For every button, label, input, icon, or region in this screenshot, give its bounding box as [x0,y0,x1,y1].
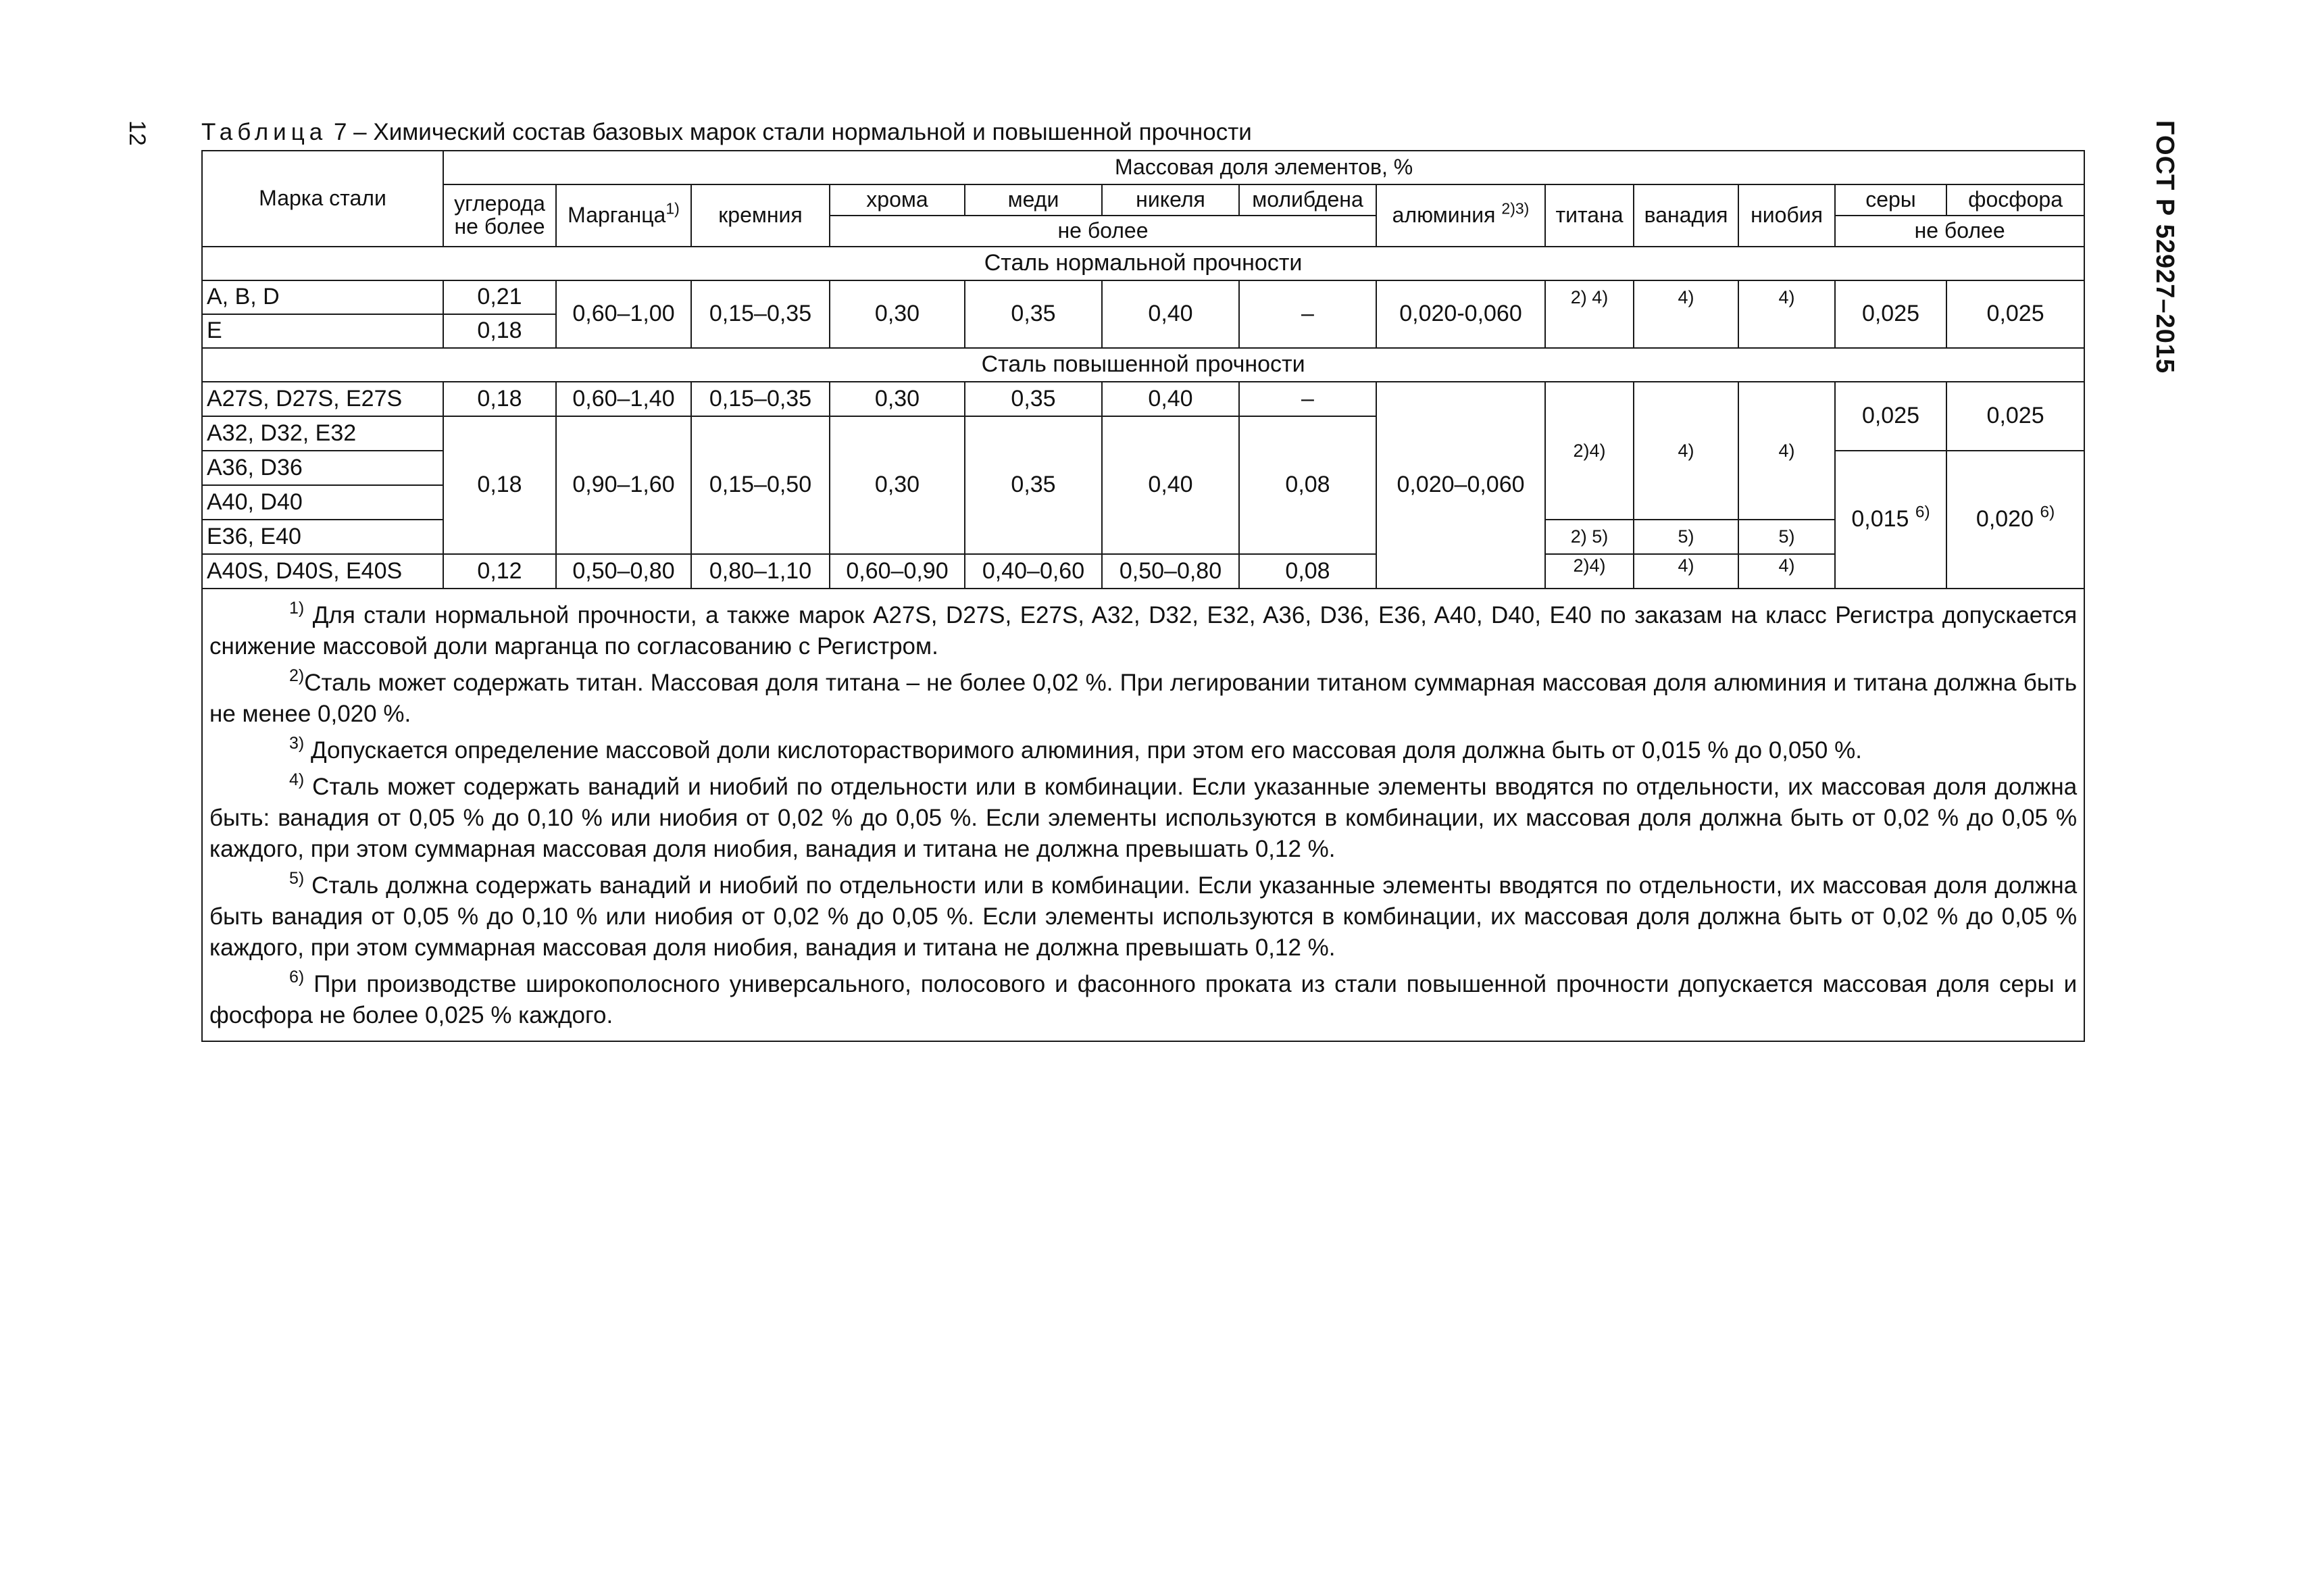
footnote-mark: 4) [289,770,305,789]
table-caption [201,119,1252,146]
carbon-cell: 0,18 [443,314,556,348]
header-nickel: никеля [1102,184,1239,216]
manganese-cell: 0,50–0,80 [556,554,691,589]
header-niobium: ниобия [1738,184,1835,247]
header-not-more: не более [1835,216,2084,247]
footnote-text: Допускается определение массовой доли кислоторастворимого алюминия, при этом его массовая доля должна быть от 0,015 % до 0,050 %. [304,737,1862,764]
molybdenum-cell: 0,08 [1239,554,1376,589]
caption-text: 7 – Химический состав базовых марок стали нормальной и повышенной прочности [333,119,1252,145]
manganese-cell: 0,90–1,60 [556,416,691,554]
niobium-cell: 5) [1738,520,1835,554]
sulfur-cell [1835,451,1946,589]
footnote-ref: 2)3) [1501,199,1530,218]
footnote [209,668,2077,730]
carbon-cell: 0,12 [443,554,556,589]
manganese-label: Марганца [568,203,666,228]
header-chromium: хрома [830,184,965,216]
titanium-cell: 2) 4) [1545,280,1634,348]
section-row [202,247,2084,280]
footnote-mark: 2) [289,666,305,685]
table-row [202,382,2084,416]
footnote-ref: 6) [1915,503,1930,522]
silicon-cell: 0,80–1,10 [691,554,830,589]
table-row [202,280,2084,314]
silicon-cell: 0,15–0,35 [691,280,830,348]
chemical-composition-table [201,150,2085,1042]
header-molybdenum: молибдена [1239,184,1376,216]
footnote [209,735,2077,766]
niobium-cell: 4) [1738,554,1835,589]
carbon-cell: 0,18 [443,382,556,416]
table-row [202,554,2084,589]
chromium-cell: 0,30 [830,416,965,554]
titanium-cell: 2)4) [1545,554,1634,589]
header-not-more: не более [830,216,1376,247]
header-mass-fraction: Массовая доля элементов, % [443,151,2084,184]
footnote [209,870,2077,964]
chromium-cell: 0,30 [830,280,965,348]
grade-cell: A32, D32, E32 [202,416,443,451]
grade-cell: A40, D40 [202,485,443,520]
grade-cell: E [202,314,443,348]
header-row [202,184,2084,216]
footnote [209,772,2077,865]
footnote-mark: 3) [289,734,305,753]
sulfur-cell: 0,025 [1835,382,1946,451]
silicon-cell: 0,15–0,50 [691,416,830,554]
header-manganese [556,184,691,247]
carbon-cell: 0,18 [443,416,556,554]
footnote-text: При производстве широкополосного универсального, полосового и фасонного проката из стали повышенной прочности допускается массовая доля серы и фосфора не более 0,025 % каждого. [209,971,2078,1028]
footnote-text: Сталь может содержать ванадий и ниобий по отдельности или в комбинации. Если указанные элементы вводятся по отдельности, их массовая доля должна быть: ванадия от 0,05 % до 0,10 % или ниобия от 0,02 % до 0,05 %. Если элементы используются в комбинации, их массовая доля должна быть от 0,02 % до 0,05 % каждого, при этом суммарная массовая доля ниобия, ванадия и титана не должна превышать 0,12 %. [209,774,2078,862]
copper-cell: 0,35 [965,382,1102,416]
notes-row [202,589,2084,1041]
chromium-cell: 0,30 [830,382,965,416]
niobium-cell: 4) [1738,382,1835,520]
molybdenum-cell: – [1239,382,1376,416]
table-notes [202,589,2084,1041]
aluminium-cell: 0,020-0,060 [1376,280,1545,348]
footnote-text: Сталь может содержать титан. Массовая доля титана – не более 0,02 %. При легировании титаном суммарная массовая доля алюминия и титана должна быть не менее 0,020 %. [209,670,2078,727]
footnote-text: Для стали нормальной прочности, а также марок A27S, D27S, E27S, A32, D32, E32, A36, D36, E36, A40, D40, E40 по заказам на класс Регистра допускается снижение массовой доли марганца по согласованию с Регистром. [209,602,2078,659]
nickel-cell: 0,40 [1102,382,1239,416]
header-vanadium: ванадия [1634,184,1738,247]
section-normal-strength: Сталь нормальной прочности [202,247,2084,280]
phosphorus-cell [1946,451,2084,589]
nickel-cell: 0,40 [1102,416,1239,554]
section-high-strength: Сталь повышенной прочности [202,348,2084,382]
footnote [209,600,2077,662]
phosphorus-cell: 0,025 [1946,280,2084,348]
silicon-cell: 0,15–0,35 [691,382,830,416]
chromium-cell: 0,60–0,90 [830,554,965,589]
niobium-cell: 4) [1738,280,1835,348]
header-titanium: титана [1545,184,1634,247]
titanium-cell: 2)4) [1545,382,1634,520]
footnote-mark: 1) [289,599,305,618]
page-number: 12 [124,120,150,146]
sulfur-cell: 0,025 [1835,280,1946,348]
grade-cell: A27S, D27S, E27S [202,382,443,416]
manganese-cell: 0,60–1,40 [556,382,691,416]
header-aluminium [1376,184,1545,247]
aluminium-label: алюминия [1392,203,1496,228]
copper-cell: 0,35 [965,416,1102,554]
grade-cell: E36, E40 [202,520,443,554]
header-carbon-line-1: углерода [454,191,545,216]
vanadium-cell: 4) [1634,280,1738,348]
footnote-ref: 1) [665,199,680,218]
footnote-text: Сталь должна содержать ванадий и ниобий по отдельности или в комбинации. Если указанные элементы вводятся по отдельности, их массовая доля должна быть ванадия от 0,05 % до 0,10 % или ниобия от 0,02 % до 0,05 %. Если элементы используются в комбинации, их массовая доля должна быть от 0,02 % до 0,05 % каждого, при этом суммарная массовая доля ниобия, ванадия и титана не должна превышать 0,12 %. [209,872,2078,961]
grade-cell: A40S, D40S, E40S [202,554,443,589]
phosphorus-value: 0,020 [1976,506,2034,532]
copper-cell: 0,40–0,60 [965,554,1102,589]
footnote [209,969,2077,1031]
header-row [202,151,2084,184]
grade-cell: A36, D36 [202,451,443,485]
copper-cell: 0,35 [965,280,1102,348]
phosphorus-cell: 0,025 [1946,382,2084,451]
nickel-cell: 0,40 [1102,280,1239,348]
nickel-cell: 0,50–0,80 [1102,554,1239,589]
header-carbon-line-2: не более [454,214,545,239]
vanadium-cell: 5) [1634,520,1738,554]
grade-cell: A, B, D [202,280,443,314]
header-silicon: кремния [691,184,830,247]
footnote-ref: 6) [2040,503,2055,522]
header-copper: меди [965,184,1102,216]
vanadium-cell: 4) [1634,554,1738,589]
sulfur-value: 0,015 [1851,506,1909,532]
molybdenum-cell: – [1239,280,1376,348]
footnote-mark: 6) [289,968,305,987]
vanadium-cell: 4) [1634,382,1738,520]
header-grade: Марка стали [202,151,443,247]
document-code: ГОСТ Р 52927–2015 [2150,120,2179,374]
carbon-cell: 0,21 [443,280,556,314]
aluminium-cell: 0,020–0,060 [1376,382,1545,589]
header-sulfur: серы [1835,184,1946,216]
section-row [202,348,2084,382]
caption-label: Таблица [201,119,328,145]
header-phosphorus: фосфора [1946,184,2084,216]
footnote-mark: 5) [289,869,305,888]
titanium-cell: 2) 5) [1545,520,1634,554]
molybdenum-cell: 0,08 [1239,416,1376,554]
header-carbon [443,184,556,247]
manganese-cell: 0,60–1,00 [556,280,691,348]
